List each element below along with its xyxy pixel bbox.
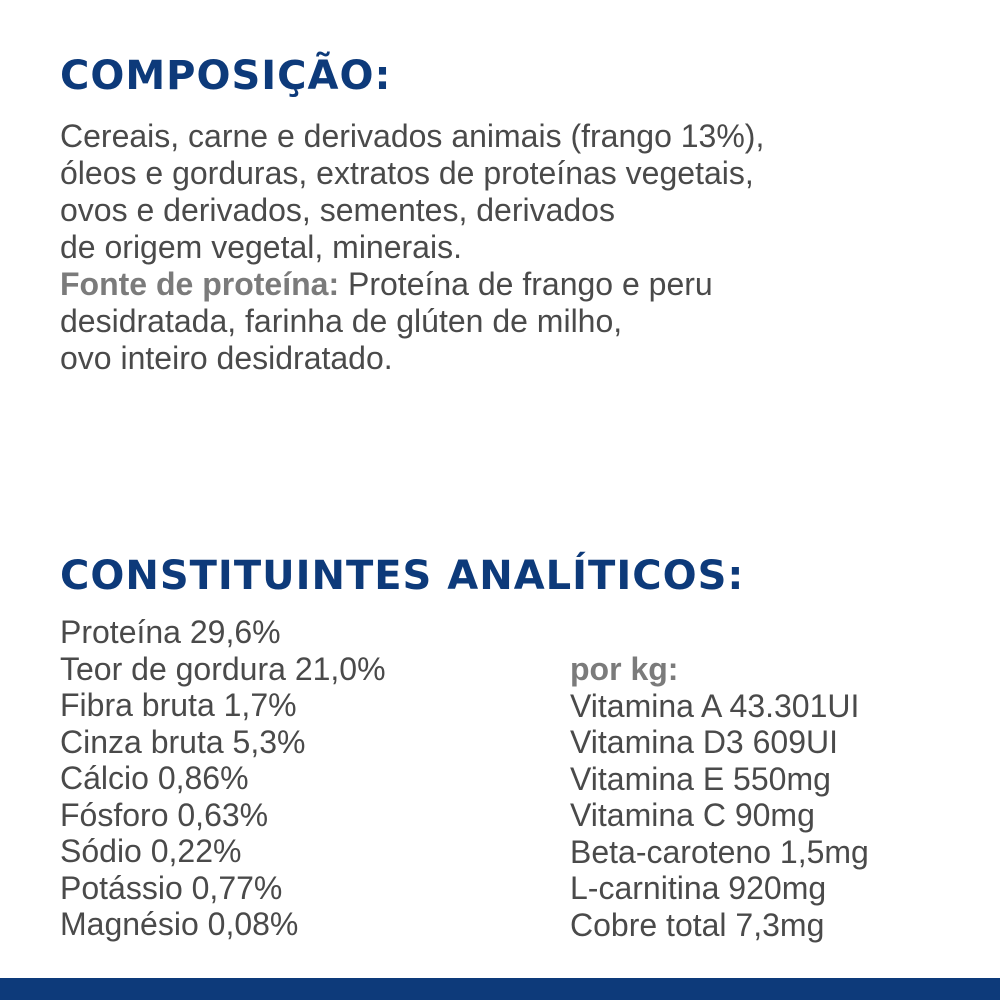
- additive-item: Cobre total 7,3mg: [570, 906, 825, 943]
- composition-line: Cereais, carne e derivados animais (frango 13%),: [60, 118, 765, 154]
- additive-item: Beta-caroteno 1,5mg: [570, 833, 869, 870]
- analytical-constituents-heading: CONSTITUINTES ANALÍTICOS:: [60, 553, 745, 599]
- additive-item: Vitamina D3 609UI: [570, 724, 838, 760]
- protein-source-line: desidratada, farinha de glúten de milho,: [60, 303, 623, 339]
- additive-item: Vitamina A 43.301UI: [570, 687, 860, 724]
- composition-line: de origem vegetal, minerais.: [60, 229, 462, 265]
- protein-source-line: ovo inteiro desidratado.: [60, 340, 393, 376]
- additive-item: Vitamina C 90mg: [570, 797, 815, 833]
- additives-per-kg-list: [570, 651, 869, 943]
- bottom-accent-bar: [0, 978, 1000, 1000]
- protein-source-text: Proteína de frango e peru: [339, 266, 713, 302]
- additive-item: L-carnitina 920mg: [570, 870, 827, 906]
- analytical-constituents-list: [60, 614, 386, 943]
- composition-line: ovos e derivados, sementes, derivados: [60, 192, 615, 228]
- constituent-item: Proteína 29,6%: [60, 614, 281, 650]
- constituent-item: Sódio 0,22%: [60, 833, 242, 869]
- constituent-item: Fósforo 0,63%: [60, 796, 269, 833]
- composition-heading: COMPOSIÇÃO:: [60, 53, 392, 99]
- protein-source-line: [60, 266, 960, 303]
- composition-line: óleos e gorduras, extratos de proteínas vegetais,: [60, 155, 754, 191]
- per-kg-label: por kg:: [570, 651, 679, 687]
- constituent-item: Cálcio 0,86%: [60, 760, 249, 796]
- constituent-item: Teor de gordura 21,0%: [60, 650, 386, 687]
- constituent-item: Potássio 0,77%: [60, 869, 283, 906]
- constituent-item: Fibra bruta 1,7%: [60, 687, 297, 723]
- constituent-item: Cinza bruta 5,3%: [60, 723, 306, 760]
- protein-source-label: Fonte de proteína:: [60, 266, 340, 302]
- additive-item: Vitamina E 550mg: [570, 760, 831, 797]
- constituent-item: Magnésio 0,08%: [60, 906, 299, 942]
- composition-text: [60, 118, 960, 377]
